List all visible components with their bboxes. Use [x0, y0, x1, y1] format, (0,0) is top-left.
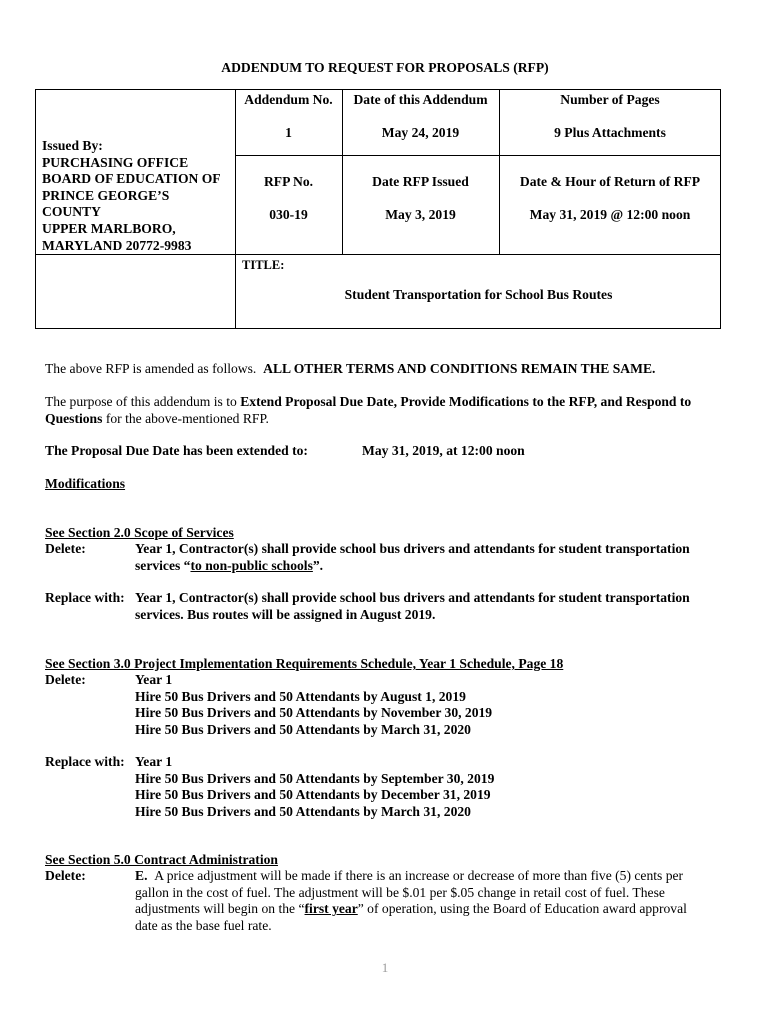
text-fragment: services “	[135, 557, 191, 573]
table-divider	[342, 90, 343, 255]
purpose-paragraph	[45, 394, 725, 427]
section-3-replace-label: Replace with:	[45, 754, 125, 769]
underlined-text: first year	[304, 901, 358, 916]
addendum-no-value: 1	[285, 125, 292, 140]
table-divider	[499, 90, 500, 255]
text-line: date as the base fuel rate.	[135, 917, 272, 933]
text-fragment: A price adjustment will be made if there is an increase or decrease of more than five (5) cents per	[154, 868, 684, 883]
list-item: Hire 50 Bus Drivers and 50 Attendants by December 31, 2019	[135, 787, 491, 802]
issued-by-block	[42, 138, 242, 254]
text-fragment: adjustments will begin on the “	[135, 901, 305, 916]
text-line: gallon in the cost of fuel. The adjustment will be $.01 per $.05 change in retail cost of fuel. These	[135, 884, 665, 900]
page-number: 1	[381, 960, 389, 975]
amended-bold-text: ALL OTHER TERMS AND CONDITIONS REMAIN THE SAME.	[263, 361, 656, 376]
section-2-replace-text	[135, 590, 725, 623]
issuer-line: BOARD OF EDUCATION OF	[42, 171, 221, 187]
addendum-no-label: Addendum No.	[244, 92, 333, 107]
section-3-delete-label: Delete:	[45, 672, 86, 687]
list-item: Hire 50 Bus Drivers and 50 Attendants by September 30, 2019	[135, 770, 495, 786]
list-item: Hire 50 Bus Drivers and 50 Attendants by March 31, 2020	[135, 803, 471, 819]
section-2-delete-label: Delete:	[45, 541, 86, 556]
issuer-line: PRINCE GEORGE’S	[42, 187, 170, 203]
table-divider	[235, 155, 720, 156]
section-2-heading: See Section 2.0 Scope of Services	[45, 525, 234, 540]
date-rfp-issued-label: Date RFP Issued	[372, 174, 469, 189]
date-of-addendum-label: Date of this Addendum	[353, 92, 488, 107]
date-of-addendum-value: May 24, 2019	[381, 125, 460, 140]
text-fragment: ”.	[312, 557, 324, 573]
document-title: ADDENDUM TO REQUEST FOR PROPOSALS (RFP)	[221, 60, 549, 75]
list-item: Year 1	[135, 754, 173, 769]
list-item: Hire 50 Bus Drivers and 50 Attendants by August 1, 2019	[135, 688, 466, 704]
title-label: TITLE:	[242, 258, 285, 272]
issued-by-label: Issued By:	[42, 138, 103, 153]
due-date-label: The Proposal Due Date has been extended to:	[45, 443, 308, 458]
section-2-delete-text	[135, 541, 725, 574]
header-table	[35, 89, 721, 329]
rfp-no-label: RFP No.	[263, 174, 314, 189]
due-date-value: May 31, 2019, at 12:00 noon	[362, 443, 525, 458]
date-rfp-issued-value: May 3, 2019	[385, 207, 456, 222]
section-3-delete-list	[135, 672, 725, 738]
rfp-title: Student Transportation for School Bus Routes	[344, 287, 613, 302]
issuer-line: MARYLAND 20772-9983	[42, 237, 192, 253]
list-item: Hire 50 Bus Drivers and 50 Attendants by March 31, 2020	[135, 721, 471, 737]
amended-text: The above RFP is amended as follows.	[45, 361, 257, 376]
issuer-line: UPPER MARLBORO,	[42, 220, 176, 236]
return-date-label: Date & Hour of Return of RFP	[519, 174, 701, 189]
purpose-text: The purpose of this addendum is to	[45, 394, 237, 409]
purpose-text: for the above-mentioned RFP.	[105, 410, 269, 426]
section-3-replace-list	[135, 754, 725, 820]
rfp-no-value: 030-19	[269, 207, 308, 222]
number-of-pages-label: Number of Pages	[560, 92, 660, 107]
section-5-delete-text	[135, 868, 725, 934]
section-5-heading: See Section 5.0 Contract Administration	[45, 852, 278, 867]
text-line: Year 1, Contractor(s) shall provide school bus drivers and attendants for student transportation	[135, 590, 690, 605]
section-3-heading: See Section 3.0 Project Implementation Requirements Schedule, Year 1 Schedule, Page 18	[45, 656, 564, 671]
underlined-text: to non-public schools	[190, 557, 313, 573]
section-5-delete-label: Delete:	[45, 868, 86, 883]
issuer-line: COUNTY	[42, 204, 101, 220]
list-item: Hire 50 Bus Drivers and 50 Attendants by November 30, 2019	[135, 705, 493, 720]
item-label: E.	[135, 868, 148, 883]
issuer-line: PURCHASING OFFICE	[42, 154, 189, 170]
text-line: Year 1, Contractor(s) shall provide school bus drivers and attendants for student transportation	[135, 541, 690, 556]
purpose-bold-text: Questions	[45, 410, 103, 426]
list-item: Year 1	[135, 672, 173, 687]
section-2-replace-label: Replace with:	[45, 590, 125, 605]
amended-paragraph	[45, 361, 725, 378]
text-fragment: ” of operation, using the Board of Education award approval	[357, 901, 687, 916]
purpose-bold-text: Extend Proposal Due Date, Provide Modifications to the RFP, and Respond to	[240, 394, 692, 409]
text-line: services. Bus routes will be assigned in August 2019.	[135, 606, 436, 622]
return-date-value: May 31, 2019 @ 12:00 noon	[529, 207, 691, 222]
modifications-heading: Modifications	[45, 476, 126, 491]
number-of-pages-value: 9 Plus Attachments	[554, 125, 666, 140]
